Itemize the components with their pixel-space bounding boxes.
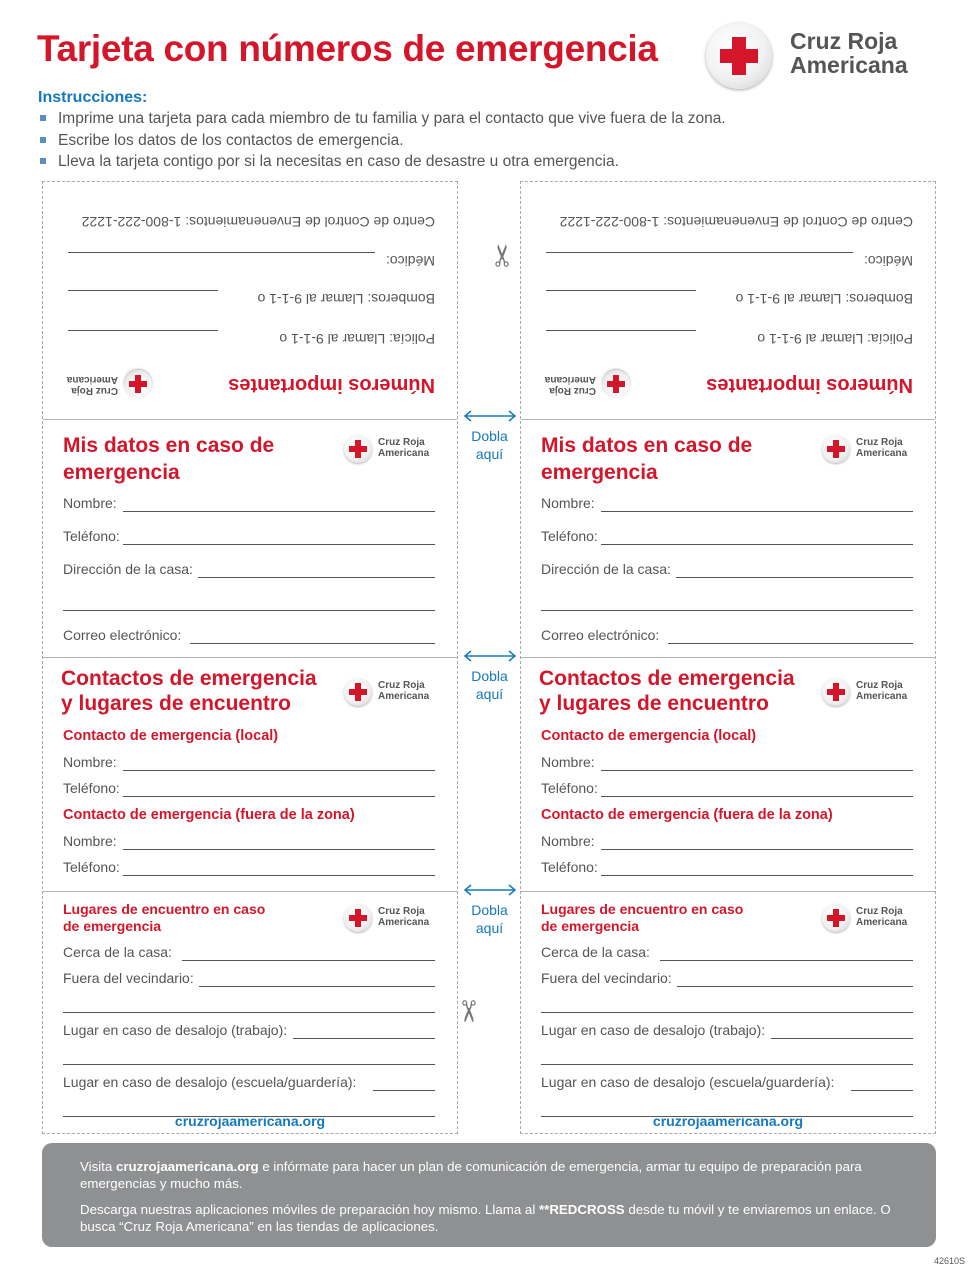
meeting-title-line-2: de emergencia [63, 918, 162, 934]
important-numbers-section [521, 182, 935, 419]
card-right [520, 181, 936, 1134]
email-line[interactable] [668, 643, 913, 644]
outside-neighborhood-line[interactable] [677, 986, 913, 987]
mini-logo-line-1: Cruz Roja [549, 385, 596, 396]
address-label: Dirección de la casa: [541, 561, 671, 577]
outside-contact-heading: Contacto de emergencia (fuera de la zona) [541, 807, 833, 823]
fire-label: Bomberos: Llamar al 9-1-1 o [257, 291, 435, 307]
doctor-line[interactable] [546, 252, 853, 253]
mini-logo-line-1: Cruz Roja [856, 680, 903, 691]
footer-text: e infórmate para hacer un plan de comunicación de emergencia, armar tu equipo de preparación para emergencias y mucho más. [80, 1159, 862, 1191]
email-label: Correo electrónico: [541, 627, 660, 643]
my-data-title [63, 432, 274, 486]
fold-label-line-2: aquí [475, 686, 504, 702]
mini-logo-line-2: Americana [378, 690, 430, 702]
local-phone-label: Teléfono: [541, 780, 598, 796]
local-phone-label: Teléfono: [63, 780, 120, 796]
red-cross-icon [822, 678, 850, 706]
important-numbers-title: Números importantes [706, 374, 913, 396]
evacuation-school-line[interactable] [851, 1090, 913, 1091]
meeting-title [63, 901, 265, 935]
contacts-title-line-2: y lugares de encuentro [539, 692, 769, 715]
fold-marker [459, 650, 520, 703]
mini-logo-line-2: Americana [856, 447, 908, 459]
local-name-label: Nombre: [541, 754, 595, 770]
red-cross-icon [344, 678, 372, 706]
mini-logo [52, 368, 152, 398]
red-cross-icon [822, 904, 850, 932]
website-link[interactable]: cruzrojaamericana.org [174, 1113, 326, 1129]
emergency-contacts-section [43, 657, 457, 891]
mini-logo [344, 904, 444, 934]
mini-logo [344, 435, 444, 465]
local-name-line[interactable] [601, 770, 913, 771]
page-title: Tarjeta con números de emergencia [37, 28, 658, 69]
phone-line[interactable] [123, 544, 435, 545]
logo-line-1: Cruz Roja [790, 28, 898, 54]
my-data-title-line-1: Mis datos en caso de [63, 434, 275, 457]
outside-phone-line[interactable] [601, 875, 913, 876]
mini-logo-line-1: Cruz Roja [856, 906, 903, 917]
evacuation-school-line[interactable] [373, 1090, 435, 1091]
instructions-list [38, 108, 726, 173]
fire-line[interactable] [68, 290, 218, 291]
outside-name-label: Nombre: [541, 833, 595, 849]
phone-line[interactable] [601, 544, 913, 545]
evacuation-work-line-2[interactable] [541, 1064, 913, 1065]
logo-line-2: Americana [790, 52, 908, 78]
local-contact-heading: Contacto de emergencia (local) [63, 728, 279, 744]
outside-phone-label: Teléfono: [541, 859, 598, 875]
mini-logo [822, 435, 922, 465]
outside-neighborhood-line[interactable] [199, 986, 435, 987]
outside-name-line[interactable] [123, 849, 435, 850]
outside-contact-heading: Contacto de emergencia (fuera de la zona) [63, 807, 355, 823]
document-code: 42610S [933, 1256, 965, 1266]
doctor-label: Médico: [385, 253, 435, 269]
outside-name-label: Nombre: [63, 833, 117, 849]
address-line-2[interactable] [63, 610, 435, 611]
name-label: Nombre: [541, 495, 595, 511]
my-data-title [541, 432, 752, 486]
police-line[interactable] [68, 330, 218, 331]
my-data-title-line-2: emergencia [63, 461, 180, 484]
local-name-line[interactable] [123, 770, 435, 771]
mini-logo-line-1: Cruz Roja [378, 680, 425, 691]
footer-redcross-code: **REDCROSS [538, 1202, 625, 1217]
fold-label-line-1: Dobla [471, 668, 508, 684]
address-line[interactable] [198, 577, 435, 578]
local-name-label: Nombre: [63, 754, 117, 770]
instructions-heading: Instrucciones: [38, 89, 148, 106]
mini-logo-line-2: Americana [378, 447, 430, 459]
meeting-places-section [43, 891, 457, 1135]
name-line[interactable] [123, 511, 435, 512]
contacts-title-line-2: y lugares de encuentro [61, 692, 291, 715]
evacuation-work-label: Lugar en caso de desalojo (trabajo): [541, 1022, 766, 1038]
police-label: Policía: Llamar al 9-1-1 o [279, 331, 435, 347]
fold-label-line-2: aquí [475, 446, 504, 462]
meeting-places-section [521, 891, 935, 1135]
mini-logo-line-2: Americana [856, 916, 908, 928]
outside-phone-label: Teléfono: [63, 859, 120, 875]
footer-banner [42, 1143, 936, 1247]
card-left [42, 181, 458, 1134]
fire-label: Bomberos: Llamar al 9-1-1 o [735, 291, 913, 307]
name-line[interactable] [601, 511, 913, 512]
fire-line[interactable] [546, 290, 696, 291]
footer-text: Descarga nuestras aplicaciones móviles de preparación hoy mismo. Llama al [80, 1202, 539, 1217]
mini-logo-line-2: Americana [544, 374, 596, 386]
doctor-line[interactable] [68, 252, 375, 253]
contacts-title [61, 666, 317, 716]
contacts-title [539, 666, 795, 716]
police-label: Policía: Llamar al 9-1-1 o [757, 331, 913, 347]
red-cross-badge-icon [706, 23, 772, 89]
important-numbers-title: Números importantes [228, 374, 435, 396]
outside-neighborhood-line-2[interactable] [541, 1012, 913, 1013]
outside-phone-line[interactable] [123, 875, 435, 876]
scissors-icon: ✂ [487, 242, 521, 269]
double-arrow-icon [462, 650, 518, 662]
outside-neighborhood-label: Fuera del vecindario: [63, 970, 194, 986]
my-data-title-line-1: Mis datos en caso de [541, 434, 753, 457]
footer-text: desde tu móvil y te enviaremos un enlace. O busca “Cruz Roja Americana” en las tiendas de aplicaciones. [80, 1202, 891, 1234]
fold-marker [459, 410, 520, 463]
evacuation-school-label: Lugar en caso de desalojo (escuela/guardería): [63, 1074, 357, 1090]
red-cross-logo [706, 23, 946, 93]
doctor-label: Médico: [863, 253, 913, 269]
email-label: Correo electrónico: [63, 627, 182, 643]
important-numbers-section [43, 182, 457, 419]
email-line[interactable] [190, 643, 435, 644]
meeting-title-line-2: de emergencia [541, 918, 640, 934]
phone-label: Teléfono: [541, 528, 598, 544]
meeting-title-line-1: Lugares de encuentro en caso [541, 901, 744, 917]
fold-label-line-2: aquí [475, 920, 504, 936]
mini-logo-line-2: Americana [378, 916, 430, 928]
phone-label: Teléfono: [63, 528, 120, 544]
address-line-2[interactable] [541, 610, 913, 611]
mini-logo-line-2: Americana [856, 690, 908, 702]
scissors-icon: ✂ [451, 998, 485, 1025]
meeting-title-line-1: Lugares de encuentro en caso [63, 901, 266, 917]
poison-control-label: Centro de Control de Envenenamientos: 1-800-222-1222 [559, 214, 913, 230]
mini-logo-line-1: Cruz Roja [856, 437, 903, 448]
evacuation-work-line[interactable] [771, 1038, 913, 1039]
fold-label-line-1: Dobla [471, 902, 508, 918]
contacts-title-line-1: Contactos de emergencia [61, 667, 317, 690]
address-line[interactable] [676, 577, 913, 578]
logo-text [790, 29, 908, 77]
evacuation-work-label: Lugar en caso de desalojo (trabajo): [63, 1022, 288, 1038]
my-data-section [521, 419, 935, 657]
outside-name-line[interactable] [601, 849, 913, 850]
mini-logo-line-1: Cruz Roja [378, 437, 425, 448]
evacuation-school-label: Lugar en caso de desalojo (escuela/guardería): [541, 1074, 835, 1090]
my-data-section [43, 419, 457, 657]
fold-label-line-1: Dobla [471, 428, 508, 444]
red-cross-icon [602, 370, 630, 398]
near-home-label: Cerca de la casa: [541, 944, 650, 960]
address-label: Dirección de la casa: [63, 561, 193, 577]
contacts-title-line-1: Contactos de emergencia [539, 667, 795, 690]
poison-control-label: Centro de Control de Envenenamientos: 1-800-222-1222 [81, 214, 435, 230]
footer-paragraph-2 [80, 1201, 900, 1235]
outside-neighborhood-line-2[interactable] [63, 1012, 435, 1013]
local-phone-line[interactable] [123, 796, 435, 797]
emergency-contacts-section [521, 657, 935, 891]
outside-neighborhood-label: Fuera del vecindario: [541, 970, 672, 986]
near-home-label: Cerca de la casa: [63, 944, 172, 960]
double-arrow-icon [462, 410, 518, 422]
local-phone-line[interactable] [601, 796, 913, 797]
footer-paragraph-1 [80, 1158, 900, 1192]
red-cross-icon [822, 435, 850, 463]
police-line[interactable] [546, 330, 696, 331]
instruction-item: Lleva la tarjeta contigo por si la necesitas en caso de desastre u otra emergencia. [38, 151, 726, 173]
website-link[interactable]: cruzrojaamericana.org [652, 1113, 804, 1129]
footer-website-link[interactable]: cruzrojaamericana.org [115, 1159, 259, 1174]
near-home-line[interactable] [182, 960, 435, 961]
instruction-item: Escribe los datos de los contactos de emergencia. [38, 130, 726, 152]
name-label: Nombre: [63, 495, 117, 511]
mini-logo-line-1: Cruz Roja [71, 385, 118, 396]
red-cross-icon [344, 904, 372, 932]
mini-logo [344, 678, 444, 708]
mini-logo [822, 904, 922, 934]
double-arrow-icon [462, 884, 518, 896]
meeting-title [541, 901, 743, 935]
mini-logo [530, 368, 630, 398]
footer-text: Visita [80, 1159, 116, 1174]
mini-logo [822, 678, 922, 708]
local-contact-heading: Contacto de emergencia (local) [541, 728, 757, 744]
evacuation-work-line[interactable] [293, 1038, 435, 1039]
red-cross-icon [344, 435, 372, 463]
red-cross-icon [124, 370, 152, 398]
my-data-title-line-2: emergencia [541, 461, 658, 484]
mini-logo-line-2: Americana [66, 374, 118, 386]
instruction-item: Imprime una tarjeta para cada miembro de tu familia y para el contacto que vive fuera de la zona. [38, 108, 726, 130]
evacuation-work-line-2[interactable] [63, 1064, 435, 1065]
near-home-line[interactable] [660, 960, 913, 961]
mini-logo-line-1: Cruz Roja [378, 906, 425, 917]
fold-marker [459, 884, 520, 937]
